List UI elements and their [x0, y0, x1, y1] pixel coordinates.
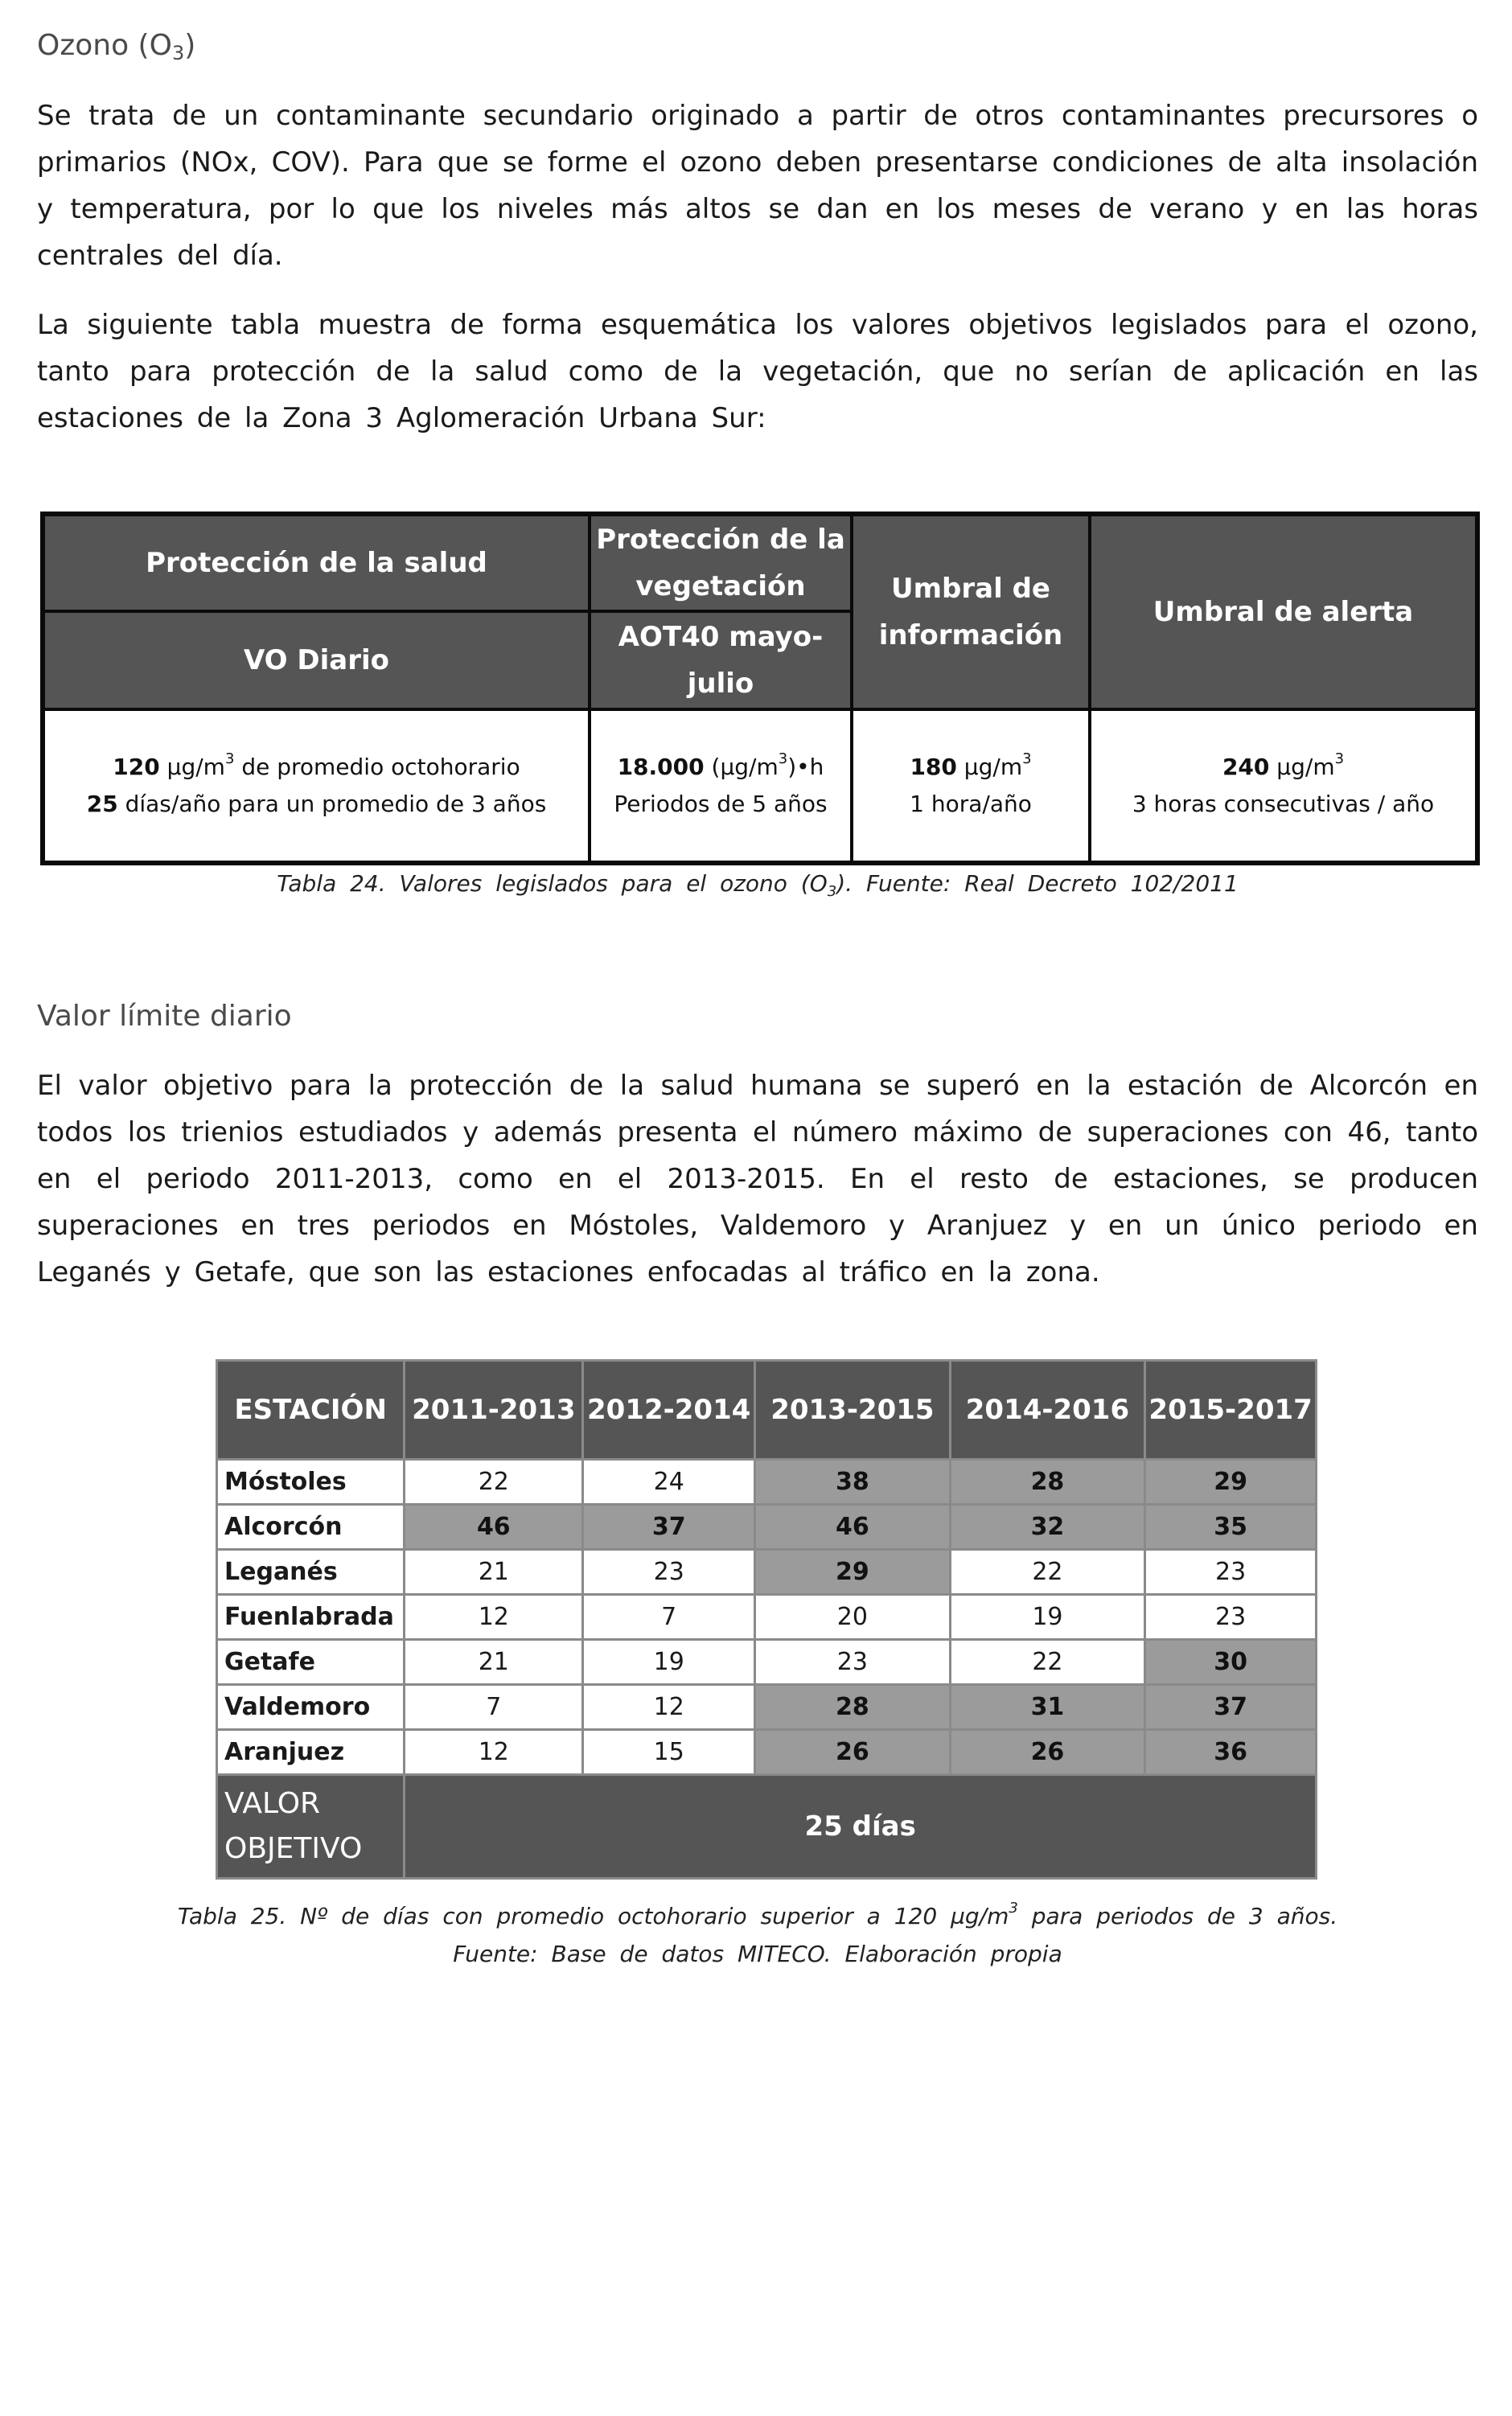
table-25-header-row	[217, 1361, 1317, 1460]
cell-exceedance: 26	[950, 1730, 1145, 1775]
station-name: Alcorcón	[217, 1505, 405, 1550]
cell-umbral-alerta-value: 240 $\mu g/m^3$ 3 horas consecutivas / año	[1090, 709, 1477, 863]
cell-exceedance: 31	[950, 1685, 1145, 1730]
objective-label: VALOR OBJETIVO	[217, 1775, 405, 1879]
cell-value: 12	[405, 1730, 583, 1775]
cell-aot40-value: 18.000 $(\mu g/m^3)•h$ Periodos de 5 años	[590, 709, 852, 863]
header-proteccion-salud: Protección de la salud	[43, 514, 590, 611]
cell-value: 19	[583, 1640, 755, 1685]
cell-value: 15	[583, 1730, 755, 1775]
cell-value: 19	[950, 1595, 1145, 1640]
station-name: Valdemoro	[217, 1685, 405, 1730]
table-25-ozone-exceedances	[216, 1359, 1317, 1880]
table-24-caption: Tabla 24. Valores legislados para el ozono $(O_3)$. Fuente: Real Decreto 102/2011	[277, 870, 1239, 900]
table-25-header-0: ESTACIÓN	[217, 1361, 405, 1460]
objective-value: 25 días	[405, 1775, 1317, 1879]
cell-value: 23	[583, 1550, 755, 1595]
cell-value: 20	[755, 1595, 951, 1640]
cell-value: 23	[1145, 1595, 1317, 1640]
header-vo-diario: VO Diario	[43, 611, 590, 709]
table-row	[217, 1730, 1317, 1775]
table-25-header-2: 2012-2014	[583, 1361, 755, 1460]
cell-value: 23	[1145, 1550, 1317, 1595]
header-umbral-informacion: Umbral de información	[852, 514, 1090, 709]
cell-value: 7	[405, 1685, 583, 1730]
station-name: Fuenlabrada	[217, 1595, 405, 1640]
station-name: Getafe	[217, 1640, 405, 1685]
table-25-header-3: 2013-2015	[755, 1361, 951, 1460]
header-umbral-alerta: Umbral de alerta	[1090, 514, 1477, 709]
section-title-ozono: Ozono $(O_3)$	[37, 29, 196, 64]
table-row	[217, 1505, 1317, 1550]
cell-value: 22	[950, 1640, 1145, 1685]
table-25-header-5: 2015-2017	[1145, 1361, 1317, 1460]
paragraph-ozono-intro: Se trata de un contaminante secundario originado a partir de otros contaminantes precursores o primarios (NOx, COV). Para que se forme el ozono deben presentarse condiciones de alta insolación y temperatura, por lo que los niveles más altos se dan en los meses de verano y en las horas centrales del día.	[37, 100, 1478, 272]
table-25-source: Fuente: Base de datos MITECO. Elaboración propia	[453, 1941, 1062, 1967]
table-row	[217, 1595, 1317, 1640]
table-row	[217, 1460, 1317, 1505]
cell-value: 21	[405, 1640, 583, 1685]
table-25-caption: Tabla 25. Nº de días con promedio octohorario superior a 120 $\mu g/m^3$ para periodos de 3 años.	[177, 1900, 1338, 1929]
cell-exceedance: 38	[755, 1460, 951, 1505]
cell-value: 7	[583, 1595, 755, 1640]
cell-exceedance: 26	[755, 1730, 951, 1775]
cell-exceedance: 46	[755, 1505, 951, 1550]
paragraph-ozono-table-intro: La siguiente tabla muestra de forma esquemática los valores objetivos legislados para el ozono, tanto para protección de la salud como de la vegetación, que no serían de aplicación en las estaciones de la Zona 3 Aglomeración Urbana Sur:	[37, 309, 1478, 434]
cell-exceedance: 35	[1145, 1505, 1317, 1550]
header-proteccion-vegetacion: Protección de la vegetación	[590, 514, 852, 611]
cell-exceedance: 28	[755, 1685, 951, 1730]
table-25-header-4: 2014-2016	[950, 1361, 1145, 1460]
cell-exceedance: 30	[1145, 1640, 1317, 1685]
cell-value: 12	[583, 1685, 755, 1730]
cell-exceedance: 32	[950, 1505, 1145, 1550]
cell-exceedance: 37	[583, 1505, 755, 1550]
table-24-ozone-limits	[40, 512, 1480, 865]
cell-exceedance: 37	[1145, 1685, 1317, 1730]
section-title-valor-limite: Valor límite diario	[37, 1000, 292, 1033]
cell-value: 24	[583, 1460, 755, 1505]
cell-value: 21	[405, 1550, 583, 1595]
table-25-header-1: 2011-2013	[405, 1361, 583, 1460]
cell-umbral-informacion-value: 180 $\mu g/m^3$ 1 hora/año	[852, 709, 1090, 863]
cell-vo-diario-value: 120 $\mu g/m^3$ de promedio octohorario 25 días/año para un promedio de 3 años	[43, 709, 590, 863]
cell-exceedance: 29	[1145, 1460, 1317, 1505]
cell-exceedance: 36	[1145, 1730, 1317, 1775]
cell-exceedance: 29	[755, 1550, 951, 1595]
cell-value: 22	[405, 1460, 583, 1505]
objective-row	[217, 1775, 1317, 1879]
table-row	[217, 1550, 1317, 1595]
cell-value: 12	[405, 1595, 583, 1640]
cell-exceedance: 46	[405, 1505, 583, 1550]
table-row	[217, 1640, 1317, 1685]
cell-value: 22	[950, 1550, 1145, 1595]
cell-exceedance: 28	[950, 1460, 1145, 1505]
station-name: Móstoles	[217, 1460, 405, 1505]
paragraph-valor-limite: El valor objetivo para la protección de la salud humana se superó en la estación de Alcorcón en todos los trienios estudiados y además presenta el número máximo de superaciones con 46, tanto en el periodo 2011-2013, como en el 2013-2015. En el resto de estaciones, se producen superaciones en tres periodos en Móstoles, Valdemoro y Aranjuez y en un único periodo en Leganés y Getafe, que son las estaciones enfocadas al tráfico en la zona.	[37, 1070, 1478, 1288]
cell-value: 23	[755, 1640, 951, 1685]
header-aot40: AOT40 mayo-julio	[590, 611, 852, 709]
table-row	[217, 1685, 1317, 1730]
station-name: Leganés	[217, 1550, 405, 1595]
station-name: Aranjuez	[217, 1730, 405, 1775]
